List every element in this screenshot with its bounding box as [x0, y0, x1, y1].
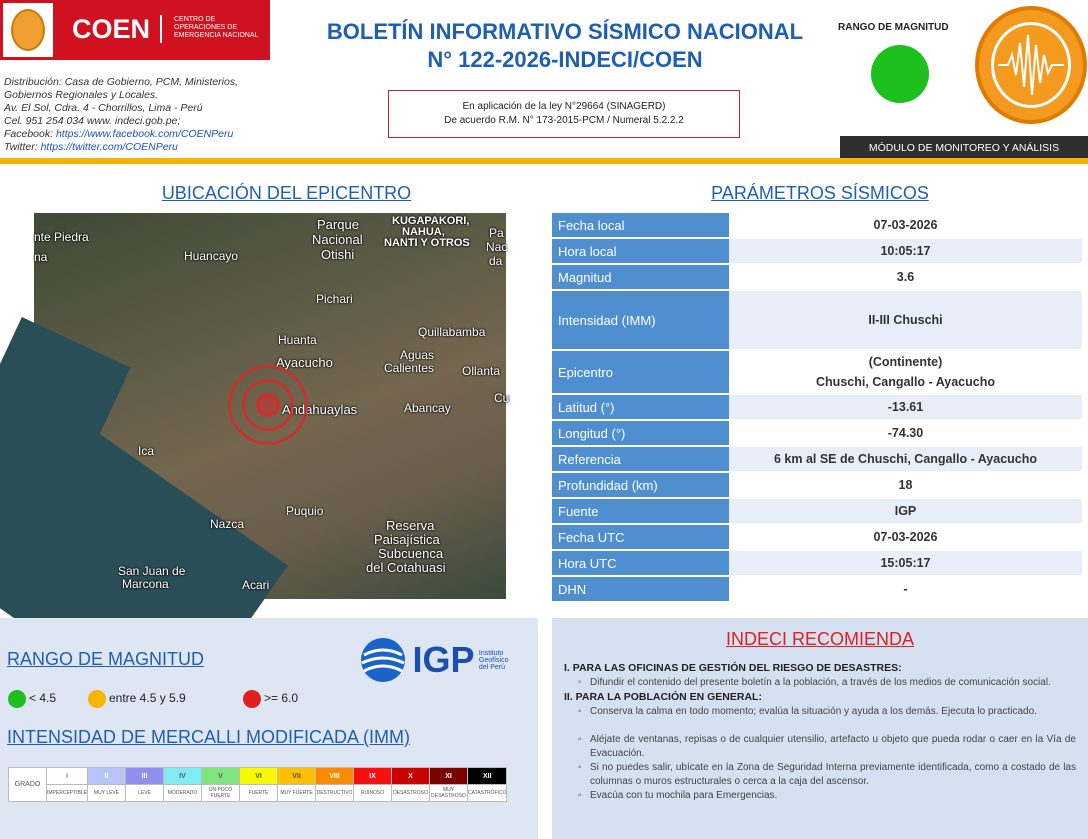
param-value: [729, 213, 1082, 237]
param-row: [552, 291, 1082, 349]
param-row: [552, 421, 1082, 445]
param-value-text: -: [903, 582, 908, 596]
param-label: Profundidad (km): [552, 473, 729, 497]
divider-band: [0, 158, 1088, 164]
dist-line: Av. El Sol, Cdra. 4 - Chorrillos, Lima - Perú: [4, 102, 203, 114]
param-value-text: -74.30: [887, 426, 924, 440]
imm-description: MUY LEVE: [88, 785, 126, 802]
param-value: [729, 525, 1082, 549]
map-label: Nacional: [312, 232, 363, 247]
coen-logo-subtitle: CENTRO DE OPERACIONES DE EMERGENCIA NACIONAL: [174, 16, 259, 39]
param-value-text: IGP: [894, 504, 917, 518]
map-label: del Cotahuasi: [366, 560, 446, 575]
param-value-text: -13.61: [887, 400, 924, 414]
twitter-label: Twitter:: [4, 141, 41, 153]
imm-grade: V: [202, 768, 240, 785]
map-label: na: [34, 250, 48, 264]
imm-grade: VIII: [316, 768, 354, 785]
dist-line: Cel. 951 254 034 www. indeci.gob.pe;: [4, 115, 181, 127]
imm-grade: I: [47, 768, 88, 785]
imm-description: MUY FUERTE: [278, 785, 316, 802]
epicenter-map[interactable]: [34, 213, 510, 599]
map-label: NAHUA,: [402, 226, 445, 238]
rec-item: ◦ Conserva la calma en todo momento; evalúa la situación y ayuda a los demás. Ejecuta lo practicado.: [578, 705, 1076, 719]
twitter-link[interactable]: https://twitter.com/COENPeru: [40, 141, 178, 153]
map-label: Otishi: [321, 247, 355, 262]
param-row: [552, 577, 1082, 601]
map-label: Nac: [486, 240, 508, 254]
law-line: En aplicación de la ley N°29664 (SINAGERD): [462, 101, 666, 112]
param-row: [552, 395, 1082, 419]
legend-dot: [243, 690, 261, 708]
imm-description: DESASTROSO: [392, 785, 430, 802]
title-line-2: N° 122-2026-INDECI/COEN: [427, 47, 703, 72]
imm-description: CATASTRÓFICO: [468, 785, 507, 802]
map-label: Ollanta: [462, 364, 501, 378]
map-label: Pichari: [316, 292, 353, 306]
param-row: [552, 239, 1082, 263]
imm-grade: VII: [278, 768, 316, 785]
imm-title: INTENSIDAD DE MERCALLI MODIFICADA (IMM): [7, 727, 411, 747]
param-label: Longitud (°): [552, 421, 729, 445]
rec-section-1: I. PARA LAS OFICINAS DE GESTIÓN DEL RIESGO DE DESASTRES:: [564, 662, 902, 674]
map-label: Puquio: [286, 504, 324, 518]
magnitude-indicator: [871, 45, 929, 103]
rec-item: ◦ Aléjate de ventanas, repisas o de cualquier utensilio, artefacto u objeto que pueda rodar o caer en la Vía de Evacuación.: [578, 733, 1076, 761]
epicenter-title: UBICACIÓN DEL EPICENTRO: [161, 183, 412, 203]
param-row: [552, 525, 1082, 549]
imm-grade: XI: [430, 768, 468, 785]
dist-line: Distribución: Casa de Gobierno, PCM, Ministerios,: [4, 76, 239, 88]
param-label: Fecha UTC: [552, 525, 729, 549]
imm-description: FUERTE: [240, 785, 278, 802]
coen-logo-text: COEN: [72, 14, 151, 44]
imm-table: [8, 767, 507, 802]
param-value-text: 6 km al SE de Chuschi, Cangallo - Ayacucho: [773, 452, 1038, 466]
grado-label: GRADO: [9, 768, 47, 802]
param-value-text: 10:05:17: [880, 244, 931, 258]
params-title: PARÁMETROS SÍSMICOS: [711, 183, 929, 203]
imm-description: MUY DESASTROSO: [430, 785, 468, 802]
legend-label: < 4.5: [29, 691, 57, 706]
recommendations-panel: [552, 618, 1088, 839]
epicenter-marker: [256, 393, 280, 417]
map-label: Huanta: [278, 333, 317, 347]
rec-item: ◦ Difundir el contenido del presente boletín a la población, a través de los medios de comunicación social.: [578, 676, 1076, 690]
param-value-text: 15:05:17: [880, 556, 931, 570]
map-label: Reserva: [386, 518, 435, 533]
param-row: [552, 265, 1082, 289]
param-value: [729, 551, 1082, 575]
rec-content: [564, 661, 1076, 803]
imm-grade: IX: [354, 768, 392, 785]
param-value: [729, 499, 1082, 523]
param-value: [729, 291, 1082, 349]
param-value-text: 3.6: [896, 270, 915, 284]
param-label: Hora local: [552, 239, 729, 263]
legend-dot: [88, 690, 106, 708]
imm-description: RUINOSO: [354, 785, 392, 802]
param-value-text: (Continente): [868, 355, 943, 369]
map-label: Quillabamba: [418, 325, 486, 339]
map-label: KUGAPAKORI,: [392, 215, 470, 227]
coen-logo: [0, 0, 270, 60]
map-label: San Juan de: [118, 564, 186, 578]
rec-title: INDECI RECOMIENDA: [725, 629, 914, 649]
rec-item: ◦ Si no puedes salir, ubícate en la Zona de Seguridad Interna previamente identificada, como a costado de las columnas o muros estructurales o cerca a la caja del ascensor.: [578, 761, 1076, 789]
map-label: Acari: [242, 578, 270, 592]
map-label: nte Piedra: [34, 230, 89, 244]
param-row: [552, 473, 1082, 497]
igp-logo: [358, 637, 519, 683]
param-value-text: 07-03-2026: [873, 218, 938, 232]
map-label: NANTI Y OTROS: [384, 237, 470, 249]
map-label: Subcuenca: [378, 546, 444, 561]
magnitude-range-label: RANGO DE MAGNITUD: [838, 22, 949, 33]
map-label: Marcona: [122, 577, 169, 591]
imm-grade: II: [88, 768, 126, 785]
imm-grade: XII: [468, 768, 507, 785]
imm-description: MODERADO: [164, 785, 202, 802]
map-label: Nazca: [210, 517, 245, 531]
map-label: da: [489, 254, 503, 268]
title-line-1: BOLETÍN INFORMATIVO SÍSMICO NACIONAL: [326, 19, 804, 44]
param-value: [729, 351, 1082, 393]
law-box: [388, 90, 740, 138]
igp-logo-subtitle: Instituto Geofísico del Perú: [478, 649, 509, 671]
map-label: Cu: [494, 391, 510, 405]
map-label: Huancayo: [184, 249, 239, 263]
legend-label: entre 4.5 y 5.9: [109, 691, 186, 706]
page-title: [290, 18, 840, 74]
imm-description: DESTRUCTIVO: [316, 785, 354, 802]
param-label: Fecha local: [552, 213, 729, 237]
param-value: [729, 239, 1082, 263]
law-line: De acuerdo R.M. N° 173-2015-PCM / Numeral 5.2.2.2: [444, 115, 684, 126]
params-table: [552, 213, 1082, 603]
facebook-label: Facebook:: [4, 128, 56, 140]
param-value: [729, 447, 1082, 471]
imm-description: UN POCO FUERTE: [202, 785, 240, 802]
param-value-text: Chuschi, Cangallo - Ayacucho: [816, 375, 995, 389]
param-row: [552, 213, 1082, 237]
rec-section-2: II. PARA LA POBLACIÓN EN GENERAL:: [564, 691, 762, 703]
map-label: Ica: [138, 444, 155, 458]
distribution-info: [4, 76, 238, 154]
map-label: Pa: [489, 226, 504, 240]
param-label: Hora UTC: [552, 551, 729, 575]
map-label: Andahuaylas: [282, 402, 358, 417]
dist-line: Gobiernos Regionales y Locales.: [4, 89, 159, 101]
param-row: [552, 447, 1082, 471]
param-label: Latitud (°): [552, 395, 729, 419]
param-value-text: 18: [898, 478, 913, 492]
param-label: Referencia: [552, 447, 729, 471]
param-label: Intensidad (IMM): [552, 291, 729, 349]
param-label: Fuente: [552, 499, 729, 523]
legend-title: RANGO DE MAGNITUD: [7, 649, 205, 669]
imm-grade: IV: [164, 768, 202, 785]
imm-grade: III: [126, 768, 164, 785]
imm-description: IMPERCEPTIBLE: [47, 785, 88, 802]
param-value-text: II-III Chuschi: [868, 313, 943, 327]
map-label: Paisajística: [374, 532, 440, 547]
param-label: Epicentro: [552, 351, 729, 393]
legend-dot: [8, 690, 26, 708]
param-value: [729, 265, 1082, 289]
map-label: Ayacucho: [276, 355, 333, 370]
param-label: DHN: [552, 577, 729, 601]
legend-label: >= 6.0: [264, 691, 299, 706]
param-value-text: 07-03-2026: [873, 530, 938, 544]
param-value: [729, 473, 1082, 497]
map-label: Parque: [317, 217, 359, 232]
facebook-link[interactable]: https://www.facebook.com/COENPeru: [55, 128, 234, 140]
param-value: [729, 395, 1082, 419]
imm-grade: VI: [240, 768, 278, 785]
map-label: Abancay: [404, 401, 451, 415]
param-value: [729, 421, 1082, 445]
imm-grade: X: [392, 768, 430, 785]
peru-emblem-icon: [3, 3, 53, 57]
param-row: [552, 351, 1082, 393]
param-row: [552, 551, 1082, 575]
module-banner: MÓDULO DE MONITOREO Y ANÁLISIS: [840, 136, 1088, 158]
seismograph-icon: [975, 6, 1087, 124]
map-label: Calientes: [384, 361, 435, 375]
param-value: [729, 577, 1082, 601]
rec-item: ◦ Evacúa con tu mochila para Emergencias.: [578, 789, 1076, 803]
divider: [160, 15, 162, 43]
igp-logo-text: IGP: [412, 639, 475, 680]
param-row: [552, 499, 1082, 523]
imm-description: LEVE: [126, 785, 164, 802]
map-label: Aguas: [400, 348, 435, 362]
param-label: Magnitud: [552, 265, 729, 289]
